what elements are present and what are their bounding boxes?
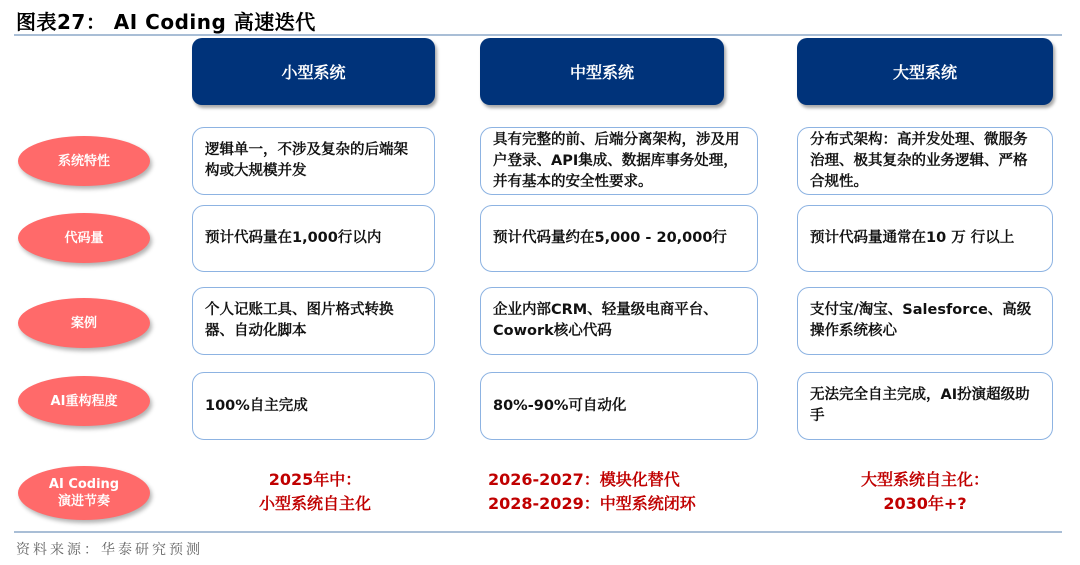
timeline-medium-line1: 2026-2027：模块化替代 [488, 470, 680, 489]
timeline-large-line1: 大型系统自主化： [860, 470, 989, 489]
timeline-large [815, 468, 1035, 516]
cell-medium-code-size: 预计代码量约在5,000 - 20,000行 [480, 205, 758, 272]
cell-large-examples: 支付宝/淘宝、Salesforce、高级操作系统核心 [797, 287, 1053, 355]
pace-label-line1: AI Coding [48, 477, 120, 492]
column-header-small: 小型系统 [192, 38, 435, 105]
cell-medium-examples: 企业内部CRM、轻量级电商平台、Cowork核心代码 [480, 287, 758, 355]
timeline-medium [475, 468, 748, 516]
cell-small-examples: 个人记账工具、图片格式转换器、自动化脚本 [192, 287, 435, 355]
cell-large-code-size: 预计代码量通常在10 万 行以上 [797, 205, 1053, 272]
timeline-large-line2: 2030年+? [883, 494, 967, 513]
timeline-small [215, 468, 415, 516]
timeline-small-line2: 小型系统自主化 [258, 494, 371, 513]
row-label-ai-refactor: AI重构程度 [18, 376, 150, 426]
cell-small-traits: 逻辑单一，不涉及复杂的后端架构或大规模并发 [192, 127, 435, 195]
cell-large-ai-refactor: 无法完全自主完成，AI扮演超级助手 [797, 372, 1053, 440]
cell-small-ai-refactor: 100%自主完成 [192, 372, 435, 440]
cell-medium-ai-refactor: 80%-90%可自动化 [480, 372, 758, 440]
row-label-code-size: 代码量 [18, 213, 150, 263]
cell-medium-traits: 具有完整的前、后端分离架构，涉及用户登录、API集成、数据库事务处理，并有基本的安全性要求。 [480, 127, 758, 195]
column-header-medium: 中型系统 [480, 38, 724, 105]
source-note: 资料来源：华泰研究预测 [16, 542, 203, 558]
pace-label-line2: 演进节奏 [57, 494, 110, 509]
column-header-large: 大型系统 [797, 38, 1053, 105]
cell-large-traits: 分布式架构：高并发处理、微服务治理、极其复杂的业务逻辑、严格合规性。 [797, 127, 1053, 195]
timeline-small-line1: 2025年中： [268, 470, 362, 489]
row-label-ai-coding-pace [18, 466, 150, 520]
row-label-examples: 案例 [18, 298, 150, 348]
title-divider [14, 34, 1062, 36]
timeline-medium-line2: 2028-2029：中型系统闭环 [488, 494, 696, 513]
figure-title: 图表27： AI Coding 高速迭代 [16, 10, 316, 34]
cell-small-code-size: 预计代码量在1,000行以内 [192, 205, 435, 272]
row-label-system-traits: 系统特性 [18, 136, 150, 186]
bottom-divider [14, 531, 1062, 533]
